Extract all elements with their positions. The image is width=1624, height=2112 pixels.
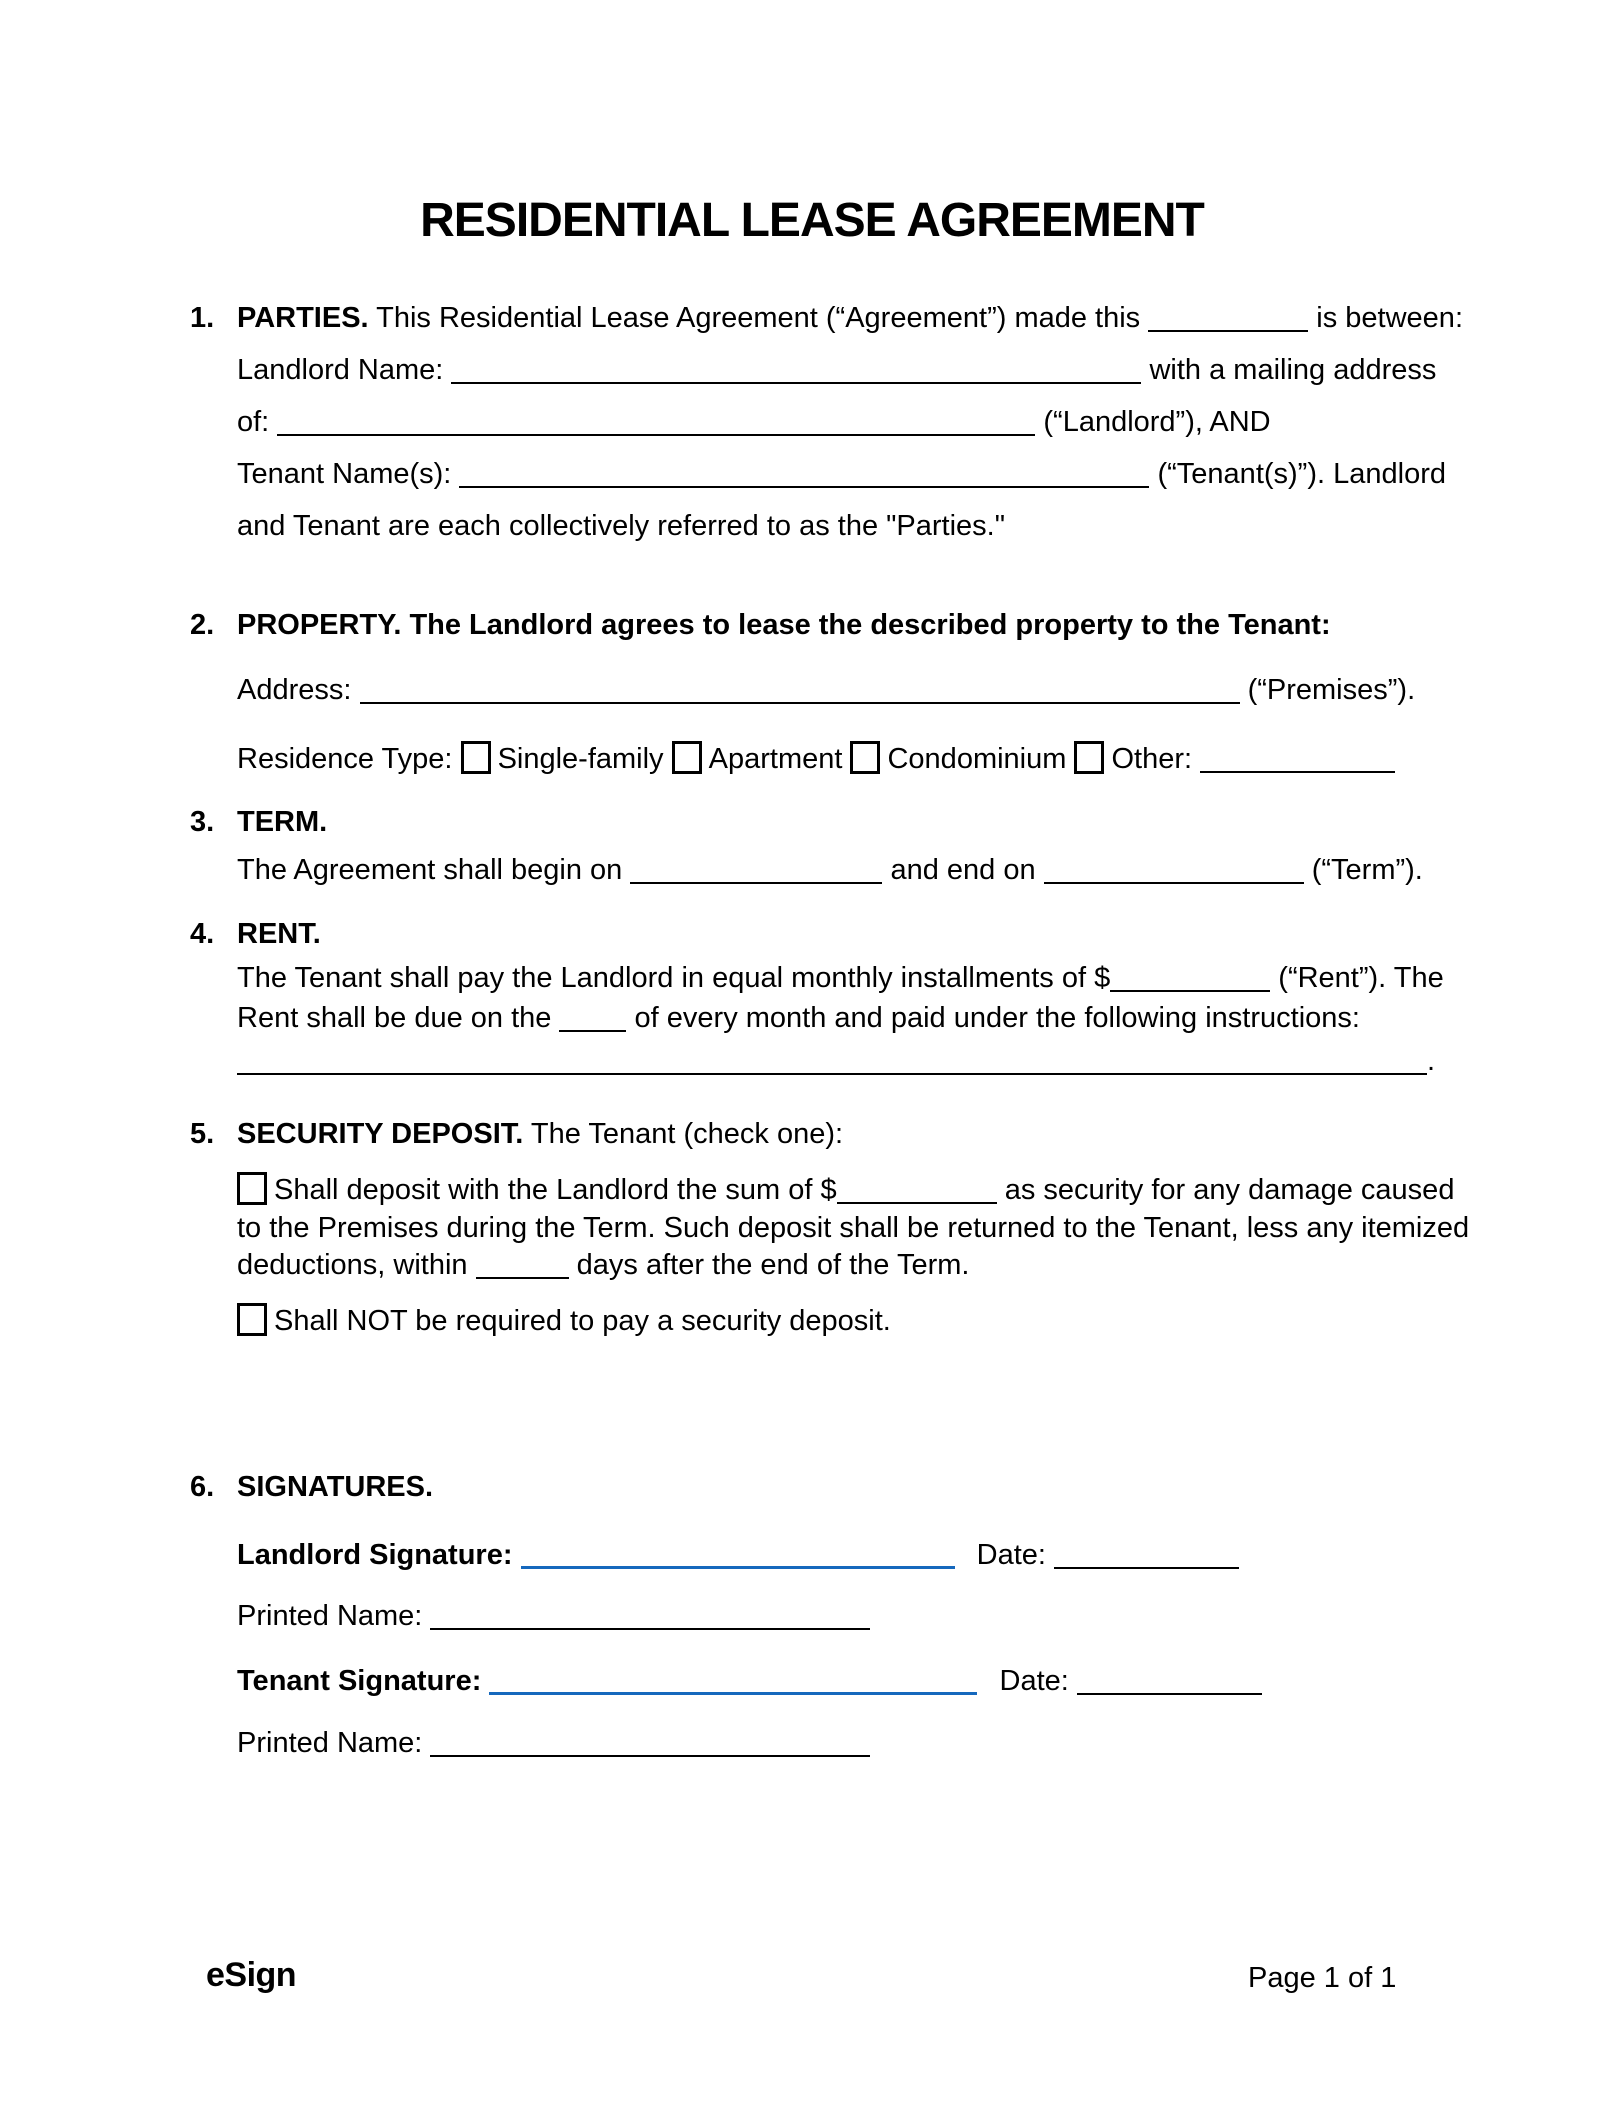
deposit-option-1-line-2 (237, 1211, 1469, 1245)
deposit-option-1-text-2: to the Premises during the Term. Such deposit shall be returned to the Tenant, less any itemized (237, 1212, 1470, 1244)
property-address-line (237, 673, 1415, 707)
rent-line-3-period: . (1427, 1045, 1436, 1077)
tenant-name-label: Tenant Name(s): (237, 458, 452, 490)
landlord-name-label: Landlord Name: (237, 354, 444, 386)
parties-line-3-end: (“Landlord”), AND (1043, 406, 1271, 438)
page-number: Page 1 of 1 (1248, 1962, 1397, 1994)
checkbox-apartment (672, 741, 702, 774)
deposit-heading-line (190, 1117, 844, 1151)
property-heading-rest: The Landlord agrees to lease the described property to the Tenant: (409, 609, 1331, 641)
parties-line-2-end: with a mailing address (1149, 354, 1437, 386)
parties-line-1-text: This Residential Lease Agreement (“Agreement”) made this (376, 302, 1141, 334)
premises-label: (“Premises”). (1247, 674, 1416, 706)
section-number-6: 6. (190, 1471, 215, 1503)
tenant-signature-label: Tenant Signature: (237, 1665, 482, 1697)
landlord-printed-name-label: Printed Name: (237, 1600, 423, 1632)
premises-address-blank (360, 678, 1240, 704)
parties-line-4 (237, 457, 1446, 491)
apartment-label: Apartment (708, 743, 843, 775)
term-label: (“Term”). (1311, 854, 1423, 886)
landlord-address-label: of: (237, 406, 270, 438)
term-dates-line (237, 853, 1423, 887)
parties-line-1 (190, 301, 1463, 335)
other-label: Other: (1111, 743, 1193, 775)
tenant-date-blank (1077, 1669, 1262, 1695)
deposit-return-days-blank (476, 1253, 569, 1279)
parties-heading: PARTIES. (237, 302, 369, 334)
checkbox-single-family (461, 741, 491, 774)
rent-heading: RENT. (237, 918, 321, 950)
payment-instructions-blank (237, 1049, 1427, 1075)
term-end-label: and end on (890, 854, 1036, 886)
document-title: RESIDENTIAL LEASE AGREEMENT (420, 194, 1204, 247)
parties-line-3 (237, 405, 1271, 439)
tenant-signature-line-row (237, 1664, 1262, 1698)
rent-due-day-blank (559, 1006, 626, 1032)
tenant-printed-name-label: Printed Name: (237, 1727, 423, 1759)
term-begin-label: The Agreement shall begin on (237, 854, 623, 886)
rent-instructions-line (237, 1044, 1435, 1078)
checkbox-deposit-required (237, 1172, 267, 1205)
tenant-printed-name-blank (430, 1731, 870, 1757)
section-number-4: 4. (190, 918, 215, 950)
deposit-option-1-line-3 (237, 1248, 969, 1282)
date-made-blank (1148, 306, 1308, 332)
parties-line-5 (237, 509, 1005, 543)
landlord-name-blank (451, 358, 1141, 384)
landlord-signature-field[interactable] (521, 1542, 955, 1569)
rent-line-1 (237, 961, 1444, 995)
checkbox-no-deposit (237, 1303, 267, 1336)
tenant-printed-name-row (237, 1726, 870, 1760)
condominium-label: Condominium (887, 743, 1067, 775)
section-number-5: 5. (190, 1118, 215, 1150)
address-label: Address: (237, 674, 352, 706)
residence-type-label: Residence Type: (237, 743, 453, 775)
rent-heading-line (190, 917, 321, 951)
section-number-2: 2. (190, 609, 215, 641)
property-heading: PROPERTY. (237, 609, 402, 641)
deposit-days-text: deductions, within (237, 1249, 468, 1281)
other-residence-blank (1200, 747, 1395, 773)
landlord-signature-label: Landlord Signature: (237, 1539, 513, 1571)
deposit-heading: SECURITY DEPOSIT. (237, 1118, 524, 1150)
landlord-printed-name-row (237, 1599, 870, 1633)
tenant-date-label: Date: (999, 1665, 1069, 1697)
parties-line-5-text: and Tenant are each collectively referred to as the "Parties." (237, 510, 1006, 542)
landlord-printed-name-blank (430, 1604, 870, 1630)
landlord-signature-line-row (237, 1538, 1239, 1572)
landlord-date-label: Date: (976, 1539, 1046, 1571)
checkbox-other (1074, 741, 1104, 774)
signatures-heading-line (190, 1470, 434, 1504)
rent-line-1-end: (“Rent”). The (1278, 962, 1444, 994)
rent-amount-blank (1110, 966, 1270, 992)
term-heading-line (190, 805, 328, 839)
deposit-option-2-line (237, 1303, 891, 1338)
deposit-option-1-line-1 (237, 1172, 1454, 1207)
deposit-option-1-end: as security for any damage caused (1004, 1174, 1455, 1206)
rent-amount-text: The Tenant shall pay the Landlord in equal monthly installments of $ (237, 962, 1111, 994)
landlord-date-blank (1054, 1543, 1239, 1569)
rent-due-text: Rent shall be due on the (237, 1002, 552, 1034)
tenant-signature-field[interactable] (489, 1668, 977, 1695)
rent-line-2 (237, 1001, 1360, 1035)
section-number-1: 1. (190, 302, 215, 334)
single-family-label: Single-family (497, 743, 664, 775)
deposit-option-2-text: Shall NOT be required to pay a security deposit. (274, 1305, 891, 1337)
term-heading: TERM. (237, 806, 328, 838)
residence-type-line (237, 741, 1395, 776)
esign-logo: eSign (206, 1956, 297, 1994)
parties-line-1-end: is between: (1316, 302, 1463, 334)
property-heading-line (190, 608, 1331, 642)
parties-line-4-end: (“Tenant(s)”). Landlord (1157, 458, 1446, 490)
section-number-3: 3. (190, 806, 215, 838)
term-start-blank (630, 858, 882, 884)
checkbox-condominium (850, 741, 880, 774)
tenant-name-blank (459, 462, 1149, 488)
parties-line-2 (237, 353, 1436, 387)
deposit-amount-blank (837, 1178, 997, 1204)
signatures-heading: SIGNATURES. (237, 1471, 434, 1503)
deposit-option-1-text: Shall deposit with the Landlord the sum of $ (274, 1174, 837, 1206)
deposit-heading-rest: The Tenant (check one): (530, 1118, 844, 1150)
term-end-blank (1044, 858, 1304, 884)
landlord-address-blank (277, 410, 1035, 436)
rent-line-2-end: of every month and paid under the following instructions: (634, 1002, 1360, 1034)
deposit-days-end: days after the end of the Term. (576, 1249, 970, 1281)
